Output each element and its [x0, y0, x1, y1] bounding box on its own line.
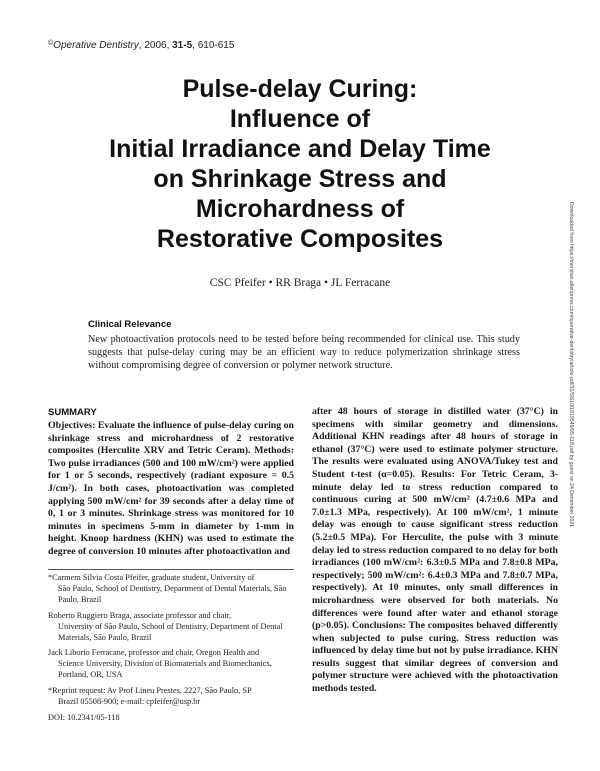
footnote-rest: Brazil 05508-900; e-mail: cpfeifer@usp.br: [58, 697, 201, 707]
article-title: [40, 74, 560, 254]
title-line: on Shrinkage Stress and: [153, 165, 447, 193]
footnote-author-braga: [48, 611, 294, 644]
copyright-symbol: ©: [48, 40, 54, 47]
footnote-rest: University of São Paulo, School of Dentistry, Department of Dental Materials, São Paulo, Brazil: [58, 621, 283, 642]
title-line: Pulse-delay Curing:: [182, 75, 418, 103]
footnote-first-line: Roberto Ruggiero Braga, associate professor and chair,: [48, 610, 232, 620]
footnote-first-line: *Reprint request: Av Prof Lineu Prestes, 2227, São Paulo, SP: [48, 686, 252, 696]
footnote-author-pfeifer: [48, 573, 294, 606]
footnote-first-line: Jack Liborio Ferracane, professor and chair, Oregon Health and: [48, 648, 260, 658]
title-line: Restorative Composites: [156, 225, 444, 253]
clinical-relevance-text: New photoactivation protocols need to be tested before being recommended for clinical use. This study suggests that pulse-delay curing may be an efficient way to reduce polymerization shrinkage stress without compromising degree of conversion or polymer network structure.: [88, 334, 520, 372]
summary-right-column: after 48 hours of storage in distilled water (37°C) in specimens with similar geometry and dimensions. Additional KHN readings after 48 hours of storage in ethanol (37°C) were used to estimate polymer structure. The results were evaluated using ANOVA/Tukey test and Student t-test (α=0.05). Results: For Tetric Ceram, 3-minute delay led to stress reduction compared to continuous curing at 500 mW/cm² (4.7±0.6 MPa and 7.0±1.3 MPa, respectively). At 100 mW/cm², 1 minute delay was enough to cause significant stress reduction (5.2±0.5 MPa). For Herculite, the pulse with 3 minute delay led to stress reduction compared to no delay for both irradiances (100 mW/cm²: 6.3±0.5 MPa and 7.8±0.8 MPa, respectively; 500 mW/cm²: 6.4±0.3 MPa and 7.8±0.7 MPa, respectively). At 10 minutes, only small differences in microhardness were observed for both materials. No differences were found after water and ethanol storage (p>0.05). Conclusions: The composites behaved differently when subjected to pulse curing. Stress reduction was influenced by delay time but not by pulse irradiance. KHN results suggest that similar degrees of conversion and polymer structure were achieved with the photoactivation methods tested.: [312, 406, 558, 695]
title-line: Initial Irradiance and Delay Time: [109, 135, 491, 163]
footnote-divider: [48, 569, 294, 570]
summary-left-column: Objectives: Evaluate the influence of pulse-delay curing on shrinkage stress and microhardness of 2 restorative composites (Herculite XRV and Tetric Ceram). Methods: Two pulse irradiances (500 and 100 mW/cm²) were applied for 1 or 5 seconds, respectively (radiant exposure = 0.5 J/cm²). In both cases, photoactivation was completed applying 500 mW/cm² for 39 seconds after a delay time of 0, 1 or 3 minutes. Shrinkage stress was monitored for 10 minutes in specimens 5-mm in diameter by 1-mm in height. Knoop hardness (KHN) was used to estimate the degree of conversion 10 minutes after photoactivation and: [48, 420, 294, 557]
journal-pages: , 610-615: [192, 40, 235, 51]
journal-volume: 31-5: [172, 40, 193, 51]
footnote-rest: Science University, Division of Biomaterials and Biomechanics, Portland, OR, USA: [58, 659, 272, 680]
title-line: Microhardness of: [195, 195, 405, 223]
footnote-reprint-request: [48, 686, 294, 708]
journal-name: Operative Dentistry: [53, 40, 139, 51]
download-watermark: Downloaded from https://meridian.allenpress.com/operative-dentistry/article-pdf/31/5/610/1819549/05-118.pdf by guest on 24 December 2021: [568, 202, 574, 528]
footnote-first-line: *Carmem Silvia Costa Pfeifer, graduate student, University of: [48, 573, 255, 582]
doi-line: DOI: 10.2341/05-118: [48, 712, 120, 722]
clinical-relevance-heading: Clinical Relevance: [88, 319, 172, 330]
author-footnotes: [48, 573, 294, 724]
title-line: Influence of: [229, 105, 371, 133]
author-list: CSC Pfeifer • RR Braga • JL Ferracane: [209, 277, 391, 289]
footnote-author-ferracane: [48, 648, 294, 681]
journal-citation: [48, 40, 234, 51]
summary-heading: SUMMARY: [48, 407, 97, 418]
journal-year: , 2006,: [138, 40, 173, 51]
footnote-rest: São Paulo, School of Dentistry, Department of Dental Materials, São Paulo, Brazil: [58, 583, 287, 604]
